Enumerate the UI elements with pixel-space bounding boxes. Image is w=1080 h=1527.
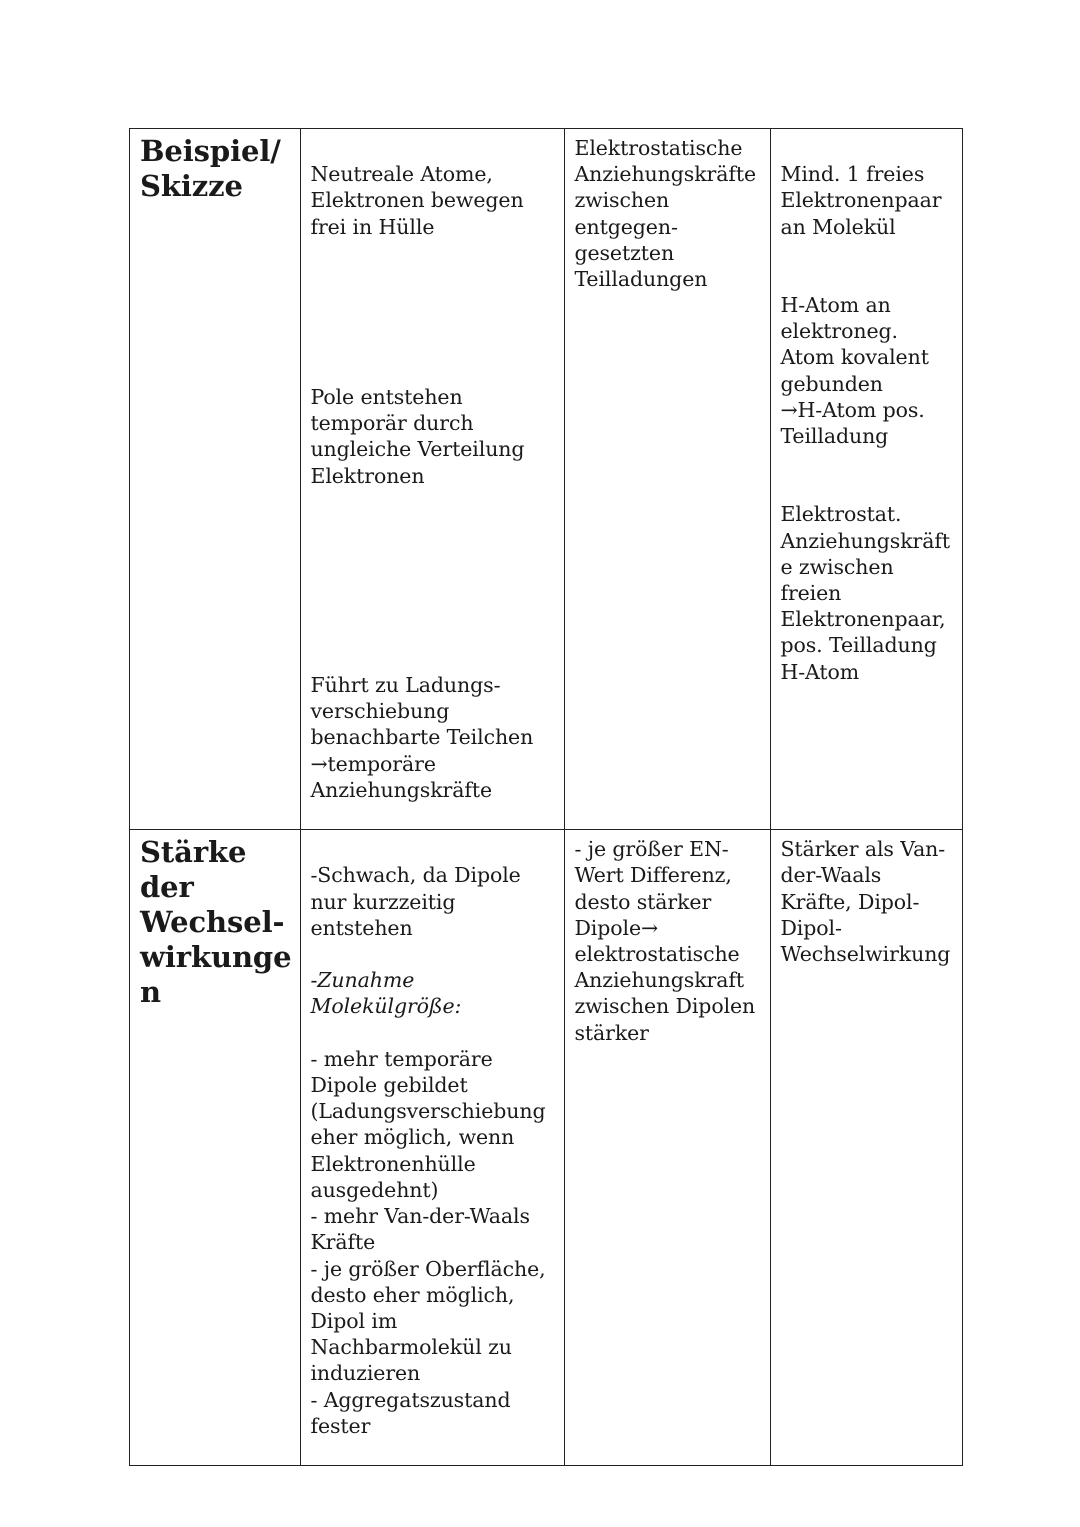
cell-dipole-example: Elektrostatische Anziehungskräfte zwischen entgegen- gesetzten Teilladungen (565, 129, 771, 830)
cell-text: H-Atom an elektroneg. Atom kovalent gebunden →H-Atom pos. Teilladung (780, 293, 929, 449)
cell-text: Elektrostat. Anziehungskräft e zwischen freien Elektronenpaar, pos. Teilladung H-Atom (780, 502, 950, 684)
cell-text-italic: -Zunahme Molekülgröße: (310, 968, 462, 1019)
cell-vdw-example (301, 129, 565, 830)
cell-dipole-strength: - je größer EN- Wert Differenz, desto stärker Dipole→ elektrostatische Anziehungskraft zwischen Dipolen stärker (565, 830, 771, 1466)
row-header-example: Beispiel/ Skizze (130, 129, 301, 830)
comparison-table (129, 128, 963, 1466)
cell-text: - mehr temporäre Dipole gebildet (Ladungsverschiebung eher möglich, wenn Elektronenhülle ausgedehnt) - mehr Van-der-Waals Kräfte - je größer Oberfläche, desto eher möglich, Dipol im Nachbarmolekül zu induzieren - Aggregatszustand fester (310, 1046, 546, 1438)
cell-vdw-strength (301, 830, 565, 1466)
cell-text: Mind. 1 freies Elektronenpaar an Molekül (780, 162, 942, 239)
row-header-strength: Stärke der Wechsel- wirkunge n (130, 830, 301, 1466)
table-row (130, 129, 963, 830)
cell-text: Führt zu Ladungs- verschiebung benachbarte Teilchen →temporäre Anziehungskräfte (310, 673, 534, 802)
cell-hbond-example (771, 129, 963, 830)
cell-text: Pole entstehen temporär durch ungleiche Verteilung Elektronen (310, 385, 525, 488)
table-row (130, 830, 963, 1466)
cell-hbond-strength: Stärker als Van- der-Waals Kräfte, Dipol- Dipol- Wechselwirkung (771, 830, 963, 1466)
cell-text: -Schwach, da Dipole nur kurzzeitig entstehen (310, 863, 521, 940)
cell-text: Neutreale Atome, Elektronen bewegen frei in Hülle (310, 162, 524, 239)
